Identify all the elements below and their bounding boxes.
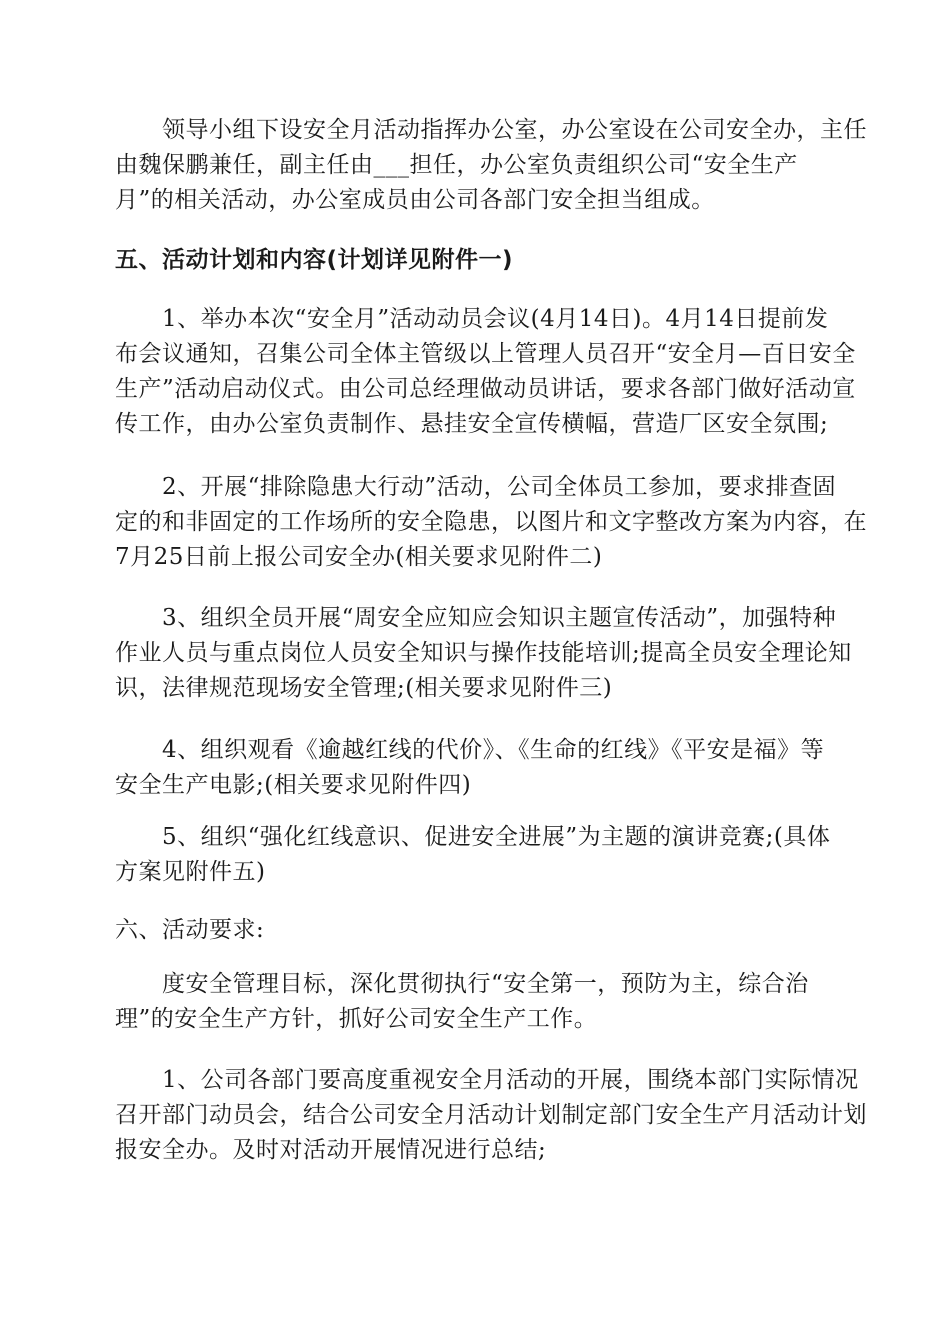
text-line: 作业人员与重点岗位人员安全知识与操作技能培训;提高全员安全理论知 [115, 640, 852, 666]
text-line: 安全生产电影;(相关要求见附件四) [115, 772, 472, 798]
text-line: 由魏保鹏兼任，副主任由___担任，办公室负责组织公司“安全生产 [115, 152, 798, 178]
text-line: 传工作，由办公室负责制作、悬挂安全宣传横幅，营造厂区安全氛围; [115, 411, 829, 437]
text-line: 5、组织“强化红线意识、促进安全进展”为主题的演讲竞赛;(具体 [162, 824, 831, 850]
text-line: 布会议通知，召集公司全体主管级以上管理人员召开“安全月—百日安全 [115, 341, 856, 367]
text-line: 7月25日前上报公司安全办(相关要求见附件二) [115, 544, 603, 570]
paragraph-item-2 [115, 470, 867, 575]
text-line: 2、开展“排除隐患大行动”活动，公司全体员工参加，要求排查固 [162, 474, 837, 500]
paragraph-item-1 [115, 302, 856, 442]
paragraph-office [115, 113, 867, 218]
text-line: 度安全管理目标，深化贯彻执行“安全第一，预防为主，综合治 [162, 971, 809, 997]
text-line: 报安全办。及时对活动开展情况进行总结; [115, 1137, 547, 1163]
text-line: 领导小组下设安全月活动指挥办公室，办公室设在公司安全办，主任 [162, 117, 867, 143]
text-line: 识，法律规范现场安全管理;(相关要求见附件三) [115, 675, 613, 701]
text-line: 定的和非固定的工作场所的安全隐患，以图片和文字整改方案为内容，在 [115, 509, 867, 535]
text-line: 3、组织全员开展“周安全应知应会知识主题宣传活动”，加强特种 [162, 605, 837, 631]
paragraph-item-4 [115, 733, 835, 803]
text-line: 理”的安全生产方针，抓好公司安全生产工作。 [115, 1006, 598, 1032]
section-heading-5: 五、活动计划和内容(计划详见附件一) [115, 247, 514, 273]
text-line: 六、活动要求: [115, 917, 265, 943]
text-line: 召开部门动员会，结合公司安全月活动计划制定部门安全生产月活动计划 [115, 1102, 867, 1128]
text-line: 生产”活动启动仪式。由公司总经理做动员讲话，要求各部门做好活动宣 [115, 376, 856, 402]
paragraph-item-5 [115, 820, 835, 890]
paragraph-item-3 [115, 601, 852, 706]
section-heading-6 [115, 913, 835, 948]
text-line: 1、举办本次“安全月”活动动员会议(4月14日)。4月14日提前发 [162, 306, 829, 332]
text-line: 4、组织观看《逾越红线的代价》、《生命的红线》《平安是福》等 [162, 737, 825, 763]
paragraph-requirements-intro [115, 967, 835, 1037]
text-line: 方案见附件五) [115, 859, 266, 885]
text-line: 1、公司各部门要高度重视安全月活动的开展，围绕本部门实际情况 [162, 1067, 859, 1093]
paragraph-requirement-1 [115, 1063, 867, 1168]
text-line: 月”的相关活动，办公室成员由公司各部门安全担当组成。 [115, 187, 715, 213]
